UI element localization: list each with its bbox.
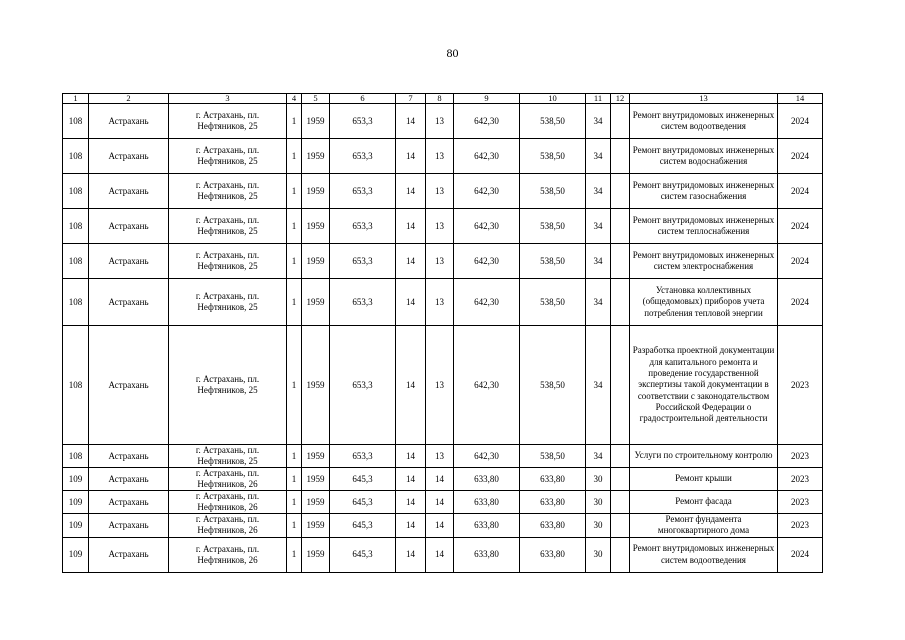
table-cell: 538,50 xyxy=(520,244,586,279)
work-type-cell: Ремонт фасада xyxy=(630,491,778,514)
table-row xyxy=(63,209,823,244)
table-cell: 14 xyxy=(396,244,426,279)
table-row xyxy=(63,244,823,279)
table-cell xyxy=(611,514,630,538)
address-cell: г. Астрахань, пл. Нефтяников, 25 xyxy=(169,104,287,139)
table-cell: 14 xyxy=(396,445,426,468)
table-cell: 653,3 xyxy=(330,139,396,174)
table-cell xyxy=(611,244,630,279)
column-header: 13 xyxy=(630,94,778,104)
table-cell: 645,3 xyxy=(330,468,396,491)
table-cell xyxy=(611,174,630,209)
table-cell: 653,3 xyxy=(330,104,396,139)
table-cell: 538,50 xyxy=(520,174,586,209)
table-cell: 633,80 xyxy=(454,491,520,514)
table-cell: 34 xyxy=(586,244,611,279)
table-cell: 14 xyxy=(396,139,426,174)
table-cell: 642,30 xyxy=(454,104,520,139)
table-cell: 642,30 xyxy=(454,326,520,445)
table-cell: 14 xyxy=(426,491,454,514)
address-cell: г. Астрахань, пл. Нефтяников, 26 xyxy=(169,514,287,538)
column-header: 1 xyxy=(63,94,89,104)
address-cell: г. Астрахань, пл. Нефтяников, 25 xyxy=(169,279,287,326)
table-cell: 538,50 xyxy=(520,209,586,244)
planned-year-cell: 2023 xyxy=(778,326,823,445)
column-header: 11 xyxy=(586,94,611,104)
table-cell: 645,3 xyxy=(330,491,396,514)
table-cell: 14 xyxy=(426,468,454,491)
table-cell: 13 xyxy=(426,209,454,244)
table-cell: 1 xyxy=(287,468,302,491)
column-header: 3 xyxy=(169,94,287,104)
year-cell: 1959 xyxy=(302,537,330,572)
table-row xyxy=(63,537,823,572)
planned-year-cell: 2023 xyxy=(778,491,823,514)
table-cell: 1 xyxy=(287,174,302,209)
table-cell: 13 xyxy=(426,104,454,139)
table-cell xyxy=(611,445,630,468)
table-cell: 633,80 xyxy=(520,491,586,514)
table-row xyxy=(63,139,823,174)
year-cell: 1959 xyxy=(302,491,330,514)
table-cell: 34 xyxy=(586,209,611,244)
table-cell: 642,30 xyxy=(454,244,520,279)
planned-year-cell: 2024 xyxy=(778,104,823,139)
house-number-cell: 108 xyxy=(63,104,89,139)
table-cell: 1 xyxy=(287,104,302,139)
column-header: 9 xyxy=(454,94,520,104)
house-number-cell: 109 xyxy=(63,537,89,572)
table-cell: 645,3 xyxy=(330,514,396,538)
column-header: 7 xyxy=(396,94,426,104)
work-type-cell: Установка коллективных (общедомовых) приборов учета потребления тепловой энергии xyxy=(630,279,778,326)
table-cell: 14 xyxy=(426,537,454,572)
table-cell: 633,80 xyxy=(520,537,586,572)
year-cell: 1959 xyxy=(302,104,330,139)
table-cell xyxy=(611,209,630,244)
year-cell: 1959 xyxy=(302,244,330,279)
table-cell: 13 xyxy=(426,174,454,209)
work-type-cell: Ремонт внутридомовых инженерных систем водоснабжения xyxy=(630,139,778,174)
house-number-cell: 108 xyxy=(63,244,89,279)
table-cell: 642,30 xyxy=(454,279,520,326)
table-cell: 653,3 xyxy=(330,209,396,244)
table-cell: 1 xyxy=(287,139,302,174)
year-cell: 1959 xyxy=(302,174,330,209)
table-cell: 14 xyxy=(396,514,426,538)
table-cell: 633,80 xyxy=(454,514,520,538)
table-cell: 34 xyxy=(586,445,611,468)
table-row xyxy=(63,491,823,514)
column-header: 8 xyxy=(426,94,454,104)
table-cell: 538,50 xyxy=(520,279,586,326)
house-number-cell: 109 xyxy=(63,491,89,514)
table-cell: 642,30 xyxy=(454,209,520,244)
column-header: 12 xyxy=(611,94,630,104)
municipality-cell: Астрахань xyxy=(89,326,169,445)
table-cell: 1 xyxy=(287,326,302,445)
address-cell: г. Астрахань, пл. Нефтяников, 25 xyxy=(169,244,287,279)
table-row xyxy=(63,174,823,209)
address-cell: г. Астрахань, пл. Нефтяников, 25 xyxy=(169,326,287,445)
table-cell xyxy=(611,279,630,326)
table-cell: 645,3 xyxy=(330,537,396,572)
table-cell: 642,30 xyxy=(454,445,520,468)
planned-year-cell: 2024 xyxy=(778,537,823,572)
table-cell xyxy=(611,491,630,514)
table-cell: 14 xyxy=(426,514,454,538)
table-cell: 633,80 xyxy=(520,514,586,538)
table-row xyxy=(63,468,823,491)
table-cell: 14 xyxy=(396,104,426,139)
table-cell: 14 xyxy=(396,491,426,514)
year-cell: 1959 xyxy=(302,468,330,491)
column-header: 10 xyxy=(520,94,586,104)
work-type-cell: Ремонт внутридомовых инженерных систем теплоснабжения xyxy=(630,209,778,244)
table-cell: 13 xyxy=(426,445,454,468)
house-number-cell: 108 xyxy=(63,279,89,326)
table-cell: 14 xyxy=(396,279,426,326)
year-cell: 1959 xyxy=(302,326,330,445)
table-row xyxy=(63,326,823,445)
address-cell: г. Астрахань, пл. Нефтяников, 26 xyxy=(169,468,287,491)
table-row xyxy=(63,104,823,139)
column-header: 4 xyxy=(287,94,302,104)
table-cell: 13 xyxy=(426,326,454,445)
work-type-cell: Ремонт внутридомовых инженерных систем водоотведения xyxy=(630,104,778,139)
table-cell: 34 xyxy=(586,174,611,209)
table-cell: 642,30 xyxy=(454,139,520,174)
table-cell: 34 xyxy=(586,326,611,445)
table-cell: 538,50 xyxy=(520,326,586,445)
house-number-cell: 108 xyxy=(63,445,89,468)
table-cell: 30 xyxy=(586,537,611,572)
planned-year-cell: 2024 xyxy=(778,174,823,209)
table-cell: 653,3 xyxy=(330,326,396,445)
table-cell xyxy=(611,104,630,139)
address-cell: г. Астрахань, пл. Нефтяников, 26 xyxy=(169,491,287,514)
work-type-cell: Разработка проектной документации для капитального ремонта и проведение государственной экспертизы такой документации в соответствии с законодательством Российской Федерации о градостроительной деятельности xyxy=(630,326,778,445)
house-number-cell: 108 xyxy=(63,174,89,209)
address-cell: г. Астрахань, пл. Нефтяников, 25 xyxy=(169,174,287,209)
work-type-cell: Ремонт фундамента многоквартирного дома xyxy=(630,514,778,538)
table-cell: 538,50 xyxy=(520,139,586,174)
municipality-cell: Астрахань xyxy=(89,139,169,174)
planned-year-cell: 2023 xyxy=(778,445,823,468)
municipality-cell: Астрахань xyxy=(89,468,169,491)
year-cell: 1959 xyxy=(302,514,330,538)
table-cell: 30 xyxy=(586,468,611,491)
work-type-cell: Ремонт внутридомовых инженерных систем электроснабжения xyxy=(630,244,778,279)
municipality-cell: Астрахань xyxy=(89,445,169,468)
table-cell: 30 xyxy=(586,514,611,538)
table-cell xyxy=(611,139,630,174)
address-cell: г. Астрахань, пл. Нефтяников, 25 xyxy=(169,209,287,244)
municipality-cell: Астрахань xyxy=(89,244,169,279)
capital-repair-table xyxy=(62,93,823,573)
year-cell: 1959 xyxy=(302,445,330,468)
table-row xyxy=(63,514,823,538)
table-cell: 14 xyxy=(396,537,426,572)
table-cell: 633,80 xyxy=(454,468,520,491)
work-type-cell: Ремонт крыши xyxy=(630,468,778,491)
table-cell: 1 xyxy=(287,491,302,514)
planned-year-cell: 2024 xyxy=(778,279,823,326)
table-cell: 653,3 xyxy=(330,445,396,468)
house-number-cell: 108 xyxy=(63,209,89,244)
municipality-cell: Астрахань xyxy=(89,209,169,244)
table-cell: 14 xyxy=(396,468,426,491)
table-cell: 13 xyxy=(426,279,454,326)
column-header: 5 xyxy=(302,94,330,104)
column-header: 14 xyxy=(778,94,823,104)
table-cell xyxy=(611,468,630,491)
table-cell xyxy=(611,326,630,445)
planned-year-cell: 2024 xyxy=(778,139,823,174)
table-cell: 34 xyxy=(586,104,611,139)
house-number-cell: 109 xyxy=(63,514,89,538)
address-cell: г. Астрахань, пл. Нефтяников, 25 xyxy=(169,139,287,174)
table-cell: 14 xyxy=(396,174,426,209)
column-number-row xyxy=(63,94,823,104)
table-cell xyxy=(611,537,630,572)
page-number: 80 xyxy=(446,46,459,60)
table-cell: 13 xyxy=(426,139,454,174)
table-cell: 1 xyxy=(287,445,302,468)
address-cell: г. Астрахань, пл. Нефтяников, 26 xyxy=(169,537,287,572)
table-cell: 633,80 xyxy=(520,468,586,491)
table-cell: 1 xyxy=(287,209,302,244)
table-cell: 1 xyxy=(287,279,302,326)
table-row xyxy=(63,445,823,468)
year-cell: 1959 xyxy=(302,209,330,244)
table-cell: 14 xyxy=(396,326,426,445)
work-type-cell: Ремонт внутридомовых инженерных систем водоотведения xyxy=(630,537,778,572)
municipality-cell: Астрахань xyxy=(89,491,169,514)
house-number-cell: 109 xyxy=(63,468,89,491)
house-number-cell: 108 xyxy=(63,326,89,445)
planned-year-cell: 2023 xyxy=(778,514,823,538)
address-cell: г. Астрахань, пл. Нефтяников, 25 xyxy=(169,445,287,468)
column-header: 2 xyxy=(89,94,169,104)
year-cell: 1959 xyxy=(302,279,330,326)
table-cell: 30 xyxy=(586,491,611,514)
table-cell: 538,50 xyxy=(520,104,586,139)
work-type-cell: Ремонт внутридомовых инженерных систем газоснабжения xyxy=(630,174,778,209)
house-number-cell: 108 xyxy=(63,139,89,174)
municipality-cell: Астрахань xyxy=(89,514,169,538)
planned-year-cell: 2024 xyxy=(778,209,823,244)
municipality-cell: Астрахань xyxy=(89,104,169,139)
municipality-cell: Астрахань xyxy=(89,537,169,572)
table-cell: 653,3 xyxy=(330,244,396,279)
table-cell: 34 xyxy=(586,279,611,326)
table-cell: 34 xyxy=(586,139,611,174)
table-cell: 538,50 xyxy=(520,445,586,468)
table-cell: 1 xyxy=(287,244,302,279)
table-cell: 653,3 xyxy=(330,174,396,209)
table-cell: 633,80 xyxy=(454,537,520,572)
municipality-cell: Астрахань xyxy=(89,279,169,326)
column-header: 6 xyxy=(330,94,396,104)
work-type-cell: Услуги по строительному контролю xyxy=(630,445,778,468)
planned-year-cell: 2024 xyxy=(778,244,823,279)
table-cell: 1 xyxy=(287,537,302,572)
municipality-cell: Астрахань xyxy=(89,174,169,209)
table-cell: 13 xyxy=(426,244,454,279)
year-cell: 1959 xyxy=(302,139,330,174)
table-cell: 653,3 xyxy=(330,279,396,326)
table-row xyxy=(63,279,823,326)
table-cell: 1 xyxy=(287,514,302,538)
table-cell: 14 xyxy=(396,209,426,244)
table-cell: 642,30 xyxy=(454,174,520,209)
planned-year-cell: 2023 xyxy=(778,468,823,491)
